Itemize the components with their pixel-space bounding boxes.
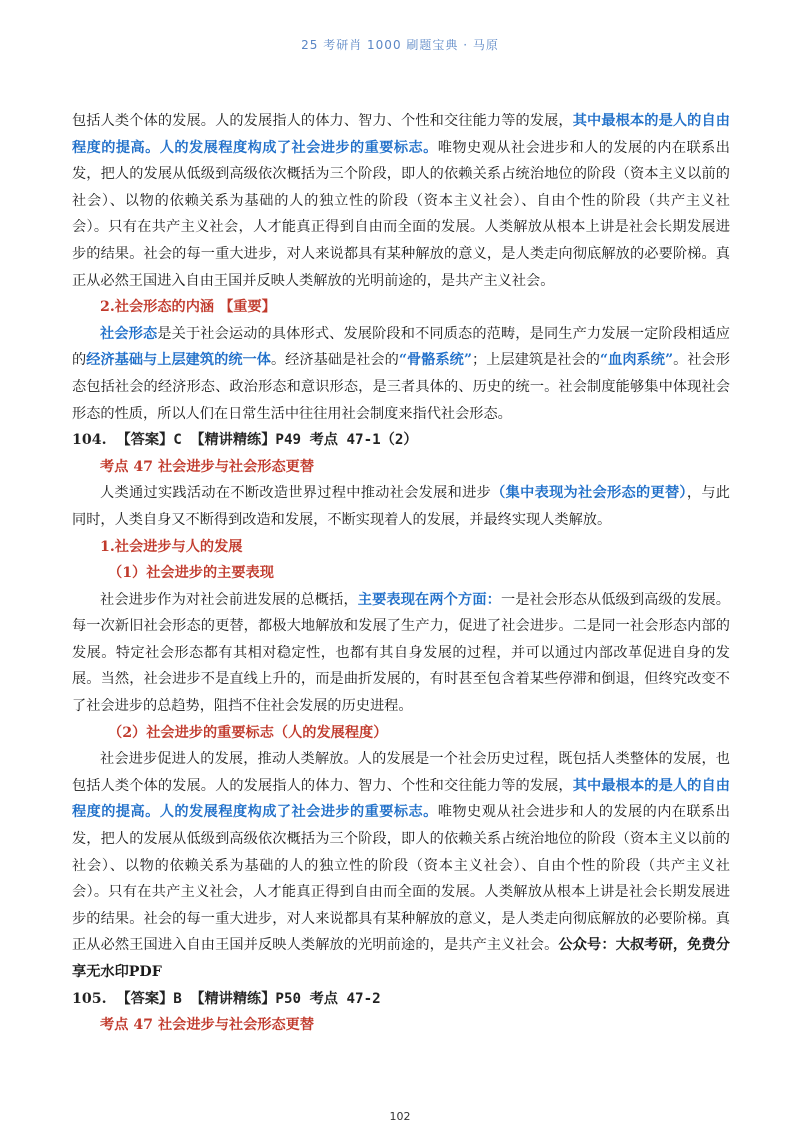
page-content [72,108,730,1039]
sub-heading-1b: （2）社会进步的重要标志（人的发展程度） [108,724,388,741]
answer-105: 105. 【答案】B 【精讲精练】P50 考点 47-2 [72,990,381,1007]
paragraph-1: 包括人类个体的发展。人的发展指人的体力、智力、个性和交往能力等的发展，其中最根本的是人的自由程度的提高。人的发展程度构成了社会进步的重要标志。唯物史观从社会进步和人的发展的内在联系出发，把人的发展从低级到高级依次概括为三个阶段，即人的依赖关系占统治地位的阶段（资本主义以前的社会）、以物的依赖关系为基础的人的独立性的阶段（资本主义社会）、自由个性的阶段（共产主义社会）。只有在共产主义社会，人才能真正得到自由而全面的发展。人类解放从根本上讲是社会长期发展进步的结果。社会的每一重大进步，对人来说都具有某种解放的意义，是人类走向彻底解放的必要阶梯。真正从必然王国进入自由王国并反映人类解放的光明前途的，是共产主义社会。 [72,113,730,289]
kaodian-heading-2: 考点 47 社会进步与社会形态更替 [100,1017,315,1034]
paragraph-4: 社会进步作为对社会前进发展的总概括，主要表现在两个方面：一是社会形态从低级到高级的发展。每一次新旧社会形态的更替，都极大地解放和发展了生产力，促进了社会进步。二是同一社会形态内部的发展。特定社会形态都有其相对稳定性，也都有其自身发展的过程，并可以通过内部改革促进自身的发展。当然，社会进步不是直线上升的，而是曲折发展的，有时甚至包含着某些停滞和倒退，但终究改变不了社会进步的总趋势，阻挡不住社会发展的历史进程。 [72,591,730,715]
page-header: 25 考研肖 1000 刷题宝典 · 马原 [301,38,499,52]
highlight-text: 其中最根本的是人的自由程度的提高。人的发展程度构成了社会进步的重要标志。 [72,113,730,156]
paragraph-2: 社会形态是关于社会运动的具体形式、发展阶段和不同质态的范畴，是同生产力发展一定阶段相适应的经济基础与上层建筑的统一体。经济基础是社会的“骨骼系统”；上层建筑是社会的“血肉系统”。社会形态包括社会的经济形态、政治形态和意识形态，是三者具体的、历史的统一。社会制度能够集中体现社会形态的性质，所以人们在日常生活中往往用社会制度来指代社会形态。 [72,325,730,422]
section-heading-2: 2.社会形态的内涵 【重要】 [100,299,276,316]
kaodian-heading-1: 考点 47 社会进步与社会形态更替 [100,458,315,475]
paragraph-3: 人类通过实践活动在不断改造世界过程中推动社会发展和进步（集中表现为社会形态的更替），与此同时，人类自身又不断得到改造和发展，不断实现着人的发展，并最终实现人类解放。 [72,485,730,528]
sub-heading-1: 1.社会进步与人的发展 [100,538,243,555]
term-highlight: 社会形态 [100,325,158,342]
watermark-note: 公众号：大叔考研，免费分享无水印PDF [72,937,730,980]
sub-heading-1a: （1）社会进步的主要表现 [108,565,274,582]
page-number: 102 [389,1110,411,1123]
answer-104: 104. 【答案】C 【精讲精练】P49 考点 47-1（2） [72,432,418,449]
paragraph-5: 社会进步促进人的发展，推动人类解放。人的发展是一个社会历史过程，既包括人类整体的发展，也包括人类个体的发展。人的发展指人的体力、智力、个性和交往能力等的发展，其中最根本的是人的自由程度的提高。人的发展程度构成了社会进步的重要标志。唯物史观从社会进步和人的发展的内在联系出发，把人的发展从低级到高级依次概括为三个阶段，即人的依赖关系占统治地位的阶段（资本主义以前的社会）、以物的依赖关系为基础的人的独立性的阶段（资本主义社会）、自由个性的阶段（共产主义社会）。只有在共产主义社会，人才能真正得到自由而全面的发展。人类解放从根本上讲是社会长期发展进步的结果。社会的每一重大进步，对人来说都具有某种解放的意义，是人类走向彻底解放的必要阶梯。真正从必然王国进入自由王国并反映人类解放的光明前途的，是共产主义社会。公众号：大叔考研，免费分享无水印PDF [72,751,730,980]
